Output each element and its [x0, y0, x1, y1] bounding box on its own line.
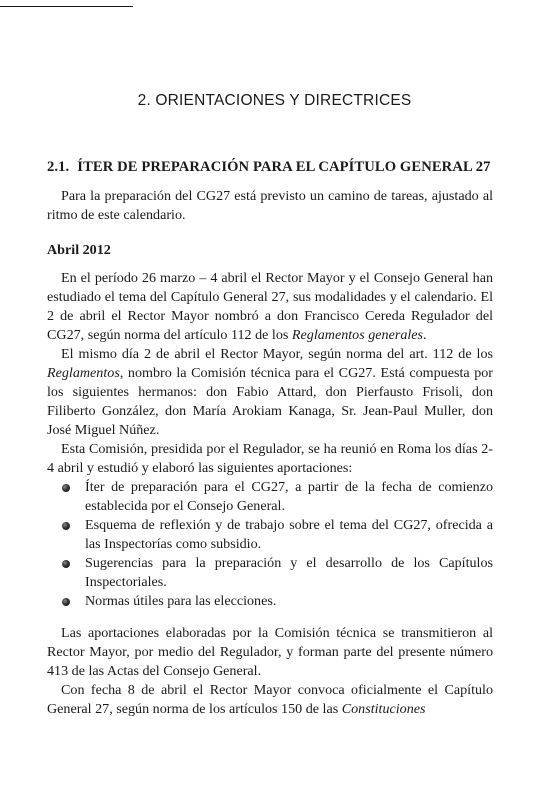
- list-item-text: Sugerencias para la preparación y el desarrollo de los Capítulos Inspectoriales.: [85, 555, 493, 590]
- list-item: [61, 516, 493, 554]
- paragraph-3: Esta Comisión, presidida por el Regulador, se ha reunió en Roma los días 2-4 abril y estudió y elaboró las siguientes aportaciones:: [47, 441, 493, 476]
- list-item-text: Esquema de reflexión y de trabajo sobre el tema del CG27, ofrecida a las Inspectorías como subsidio.: [85, 517, 493, 552]
- list-item-text: Íter de preparación para el CG27, a partir de la fecha de comienzo establecida por el Consejo General.: [85, 479, 493, 514]
- month-heading: Abril 2012: [47, 242, 111, 258]
- intro-paragraph: Para la preparación del CG27 está previsto un camino de tareas, ajustado al ritmo de este calendario.: [47, 188, 493, 223]
- section-heading: [47, 158, 493, 177]
- page-content: [47, 158, 493, 719]
- paragraph-2: [47, 345, 493, 440]
- paragraph-1-end: .: [423, 327, 427, 343]
- paragraph-1: [47, 269, 493, 345]
- list-item: [61, 592, 493, 611]
- top-rule: [0, 6, 133, 7]
- paragraph-2-end: , nombro la Comisión técnica para el CG27. Está compuesta por los siguientes hermanos: don Fabio Attard, don Pierfausto Frisoli, don Filiberto González, don María Arokiam Kanaga, Sr. Jean-Paul Muller, don José Miguel Núñez.: [47, 365, 493, 438]
- bullet-icon: [62, 598, 70, 606]
- list-item: [61, 478, 493, 516]
- contributions-list: [47, 478, 493, 611]
- bullet-icon: [62, 484, 70, 492]
- bullet-icon: [62, 560, 70, 568]
- paragraph-4: Las aportaciones elaboradas por la Comisión técnica se transmitieron al Rector Mayor, por medio del Regulador, y forman parte del presente número 413 de las Actas del Consejo General.: [47, 625, 493, 679]
- bullet-icon: [62, 522, 70, 530]
- paragraph-5: [47, 681, 493, 719]
- paragraph-2-italic: Reglamentos: [47, 365, 120, 381]
- paragraph-5-italic: Constituciones: [341, 701, 426, 717]
- chapter-title: 2. ORIENTACIONES Y DIRECTRICES: [137, 92, 412, 109]
- paragraph-1-text: En el período 26 marzo – 4 abril el Rector Mayor y el Consejo General han estudiado el tema del Capítulo General 27, sus modalidades y el calendario. El 2 de abril el Rector Mayor nombró a don Francisco Cereda Regulador del CG27, según norma del artículo 112 de los: [47, 270, 493, 343]
- section-title: ÍTER DE PREPARACIÓN PARA EL CAPÍTULO GENERAL 27: [77, 159, 491, 175]
- paragraph-2-text: El mismo día 2 de abril el Rector Mayor, según norma del art. 112 de los: [61, 346, 493, 362]
- section-number: 2.1.: [47, 159, 70, 175]
- paragraph-5-text: Con fecha 8 de abril el Rector Mayor convoca oficialmente el Capítulo General 27, según norma de los artículos 150 de las: [47, 682, 493, 717]
- list-item-text: Normas útiles para las elecciones.: [85, 593, 277, 609]
- paragraph-1-italic: Reglamentos generales: [291, 327, 424, 343]
- list-item: [61, 554, 493, 592]
